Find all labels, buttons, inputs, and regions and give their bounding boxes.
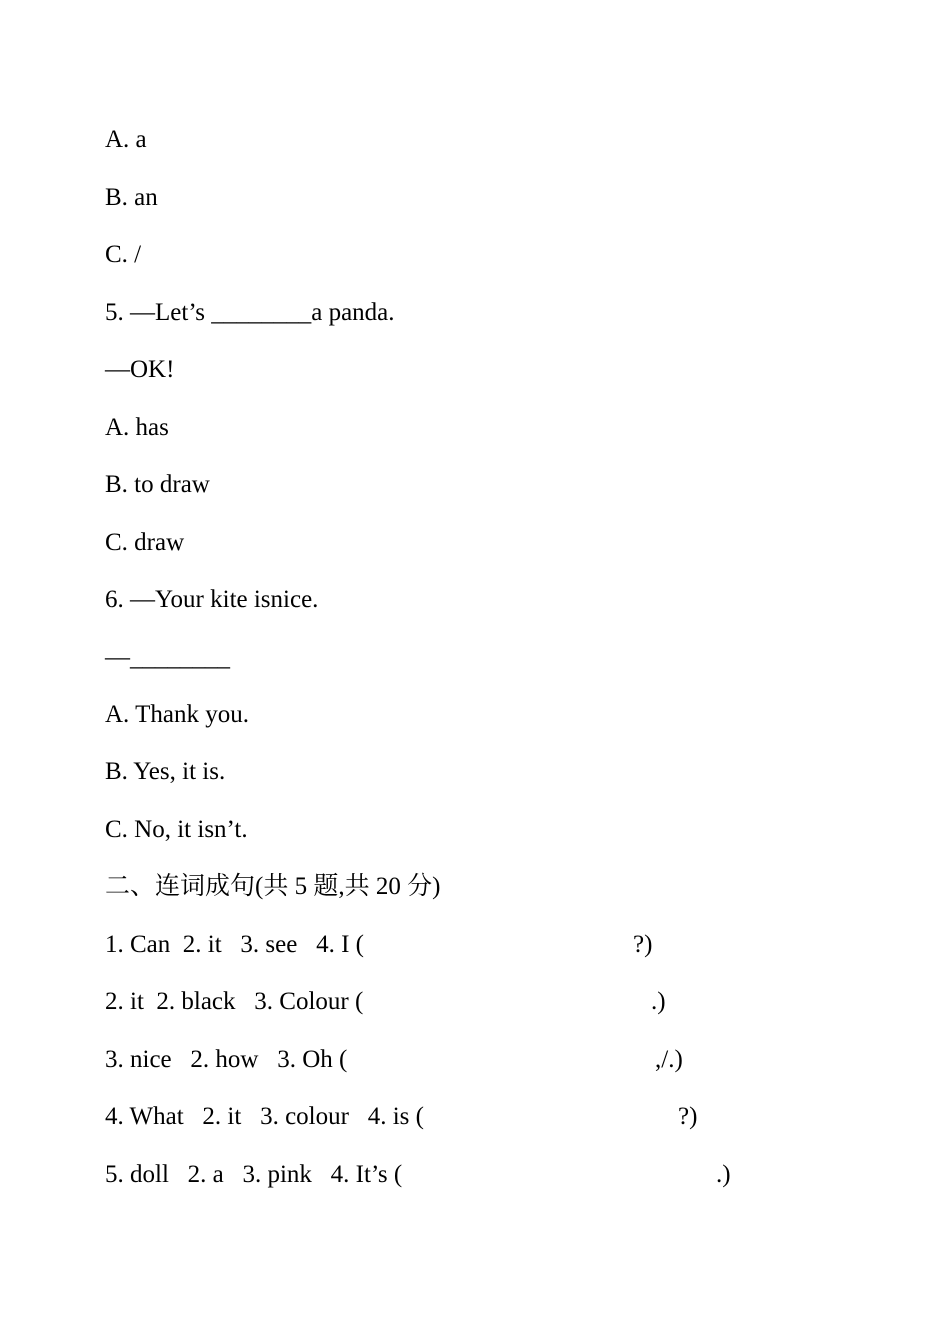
q6-option-a: A. Thank you. bbox=[105, 701, 249, 728]
sentence-item-3-ending: ,/.) bbox=[655, 1046, 683, 1073]
sentence-item-5-words: 5. doll 2. a 3. pink 4. It’s ( bbox=[105, 1161, 403, 1188]
sentence-item-3-words: 3. nice 2. how 3. Oh ( bbox=[105, 1046, 348, 1073]
q6-option-b: B. Yes, it is. bbox=[105, 758, 226, 785]
q4-option-b: B. an bbox=[105, 184, 158, 211]
sentence-item-2-ending: .) bbox=[651, 988, 666, 1015]
q6-question: 6. —Your kite isnice. bbox=[105, 586, 319, 613]
q6-option-c: C. No, it isn’t. bbox=[105, 816, 248, 843]
sentence-item-5-ending: .) bbox=[716, 1161, 731, 1188]
sentence-item-1-ending: ?) bbox=[633, 931, 653, 958]
section2-heading: 二、连词成句(共 5 题,共 20 分) bbox=[105, 873, 441, 900]
q4-option-a: A. a bbox=[105, 126, 147, 153]
sentence-item-4-words: 4. What 2. it 3. colour 4. is ( bbox=[105, 1103, 424, 1130]
q5-option-c: C. draw bbox=[105, 529, 185, 556]
q5-option-a: A. has bbox=[105, 414, 169, 441]
q4-option-c: C. / bbox=[105, 241, 142, 268]
sentence-item-4-ending: ?) bbox=[678, 1103, 698, 1130]
sentence-item-2-words: 2. it 2. black 3. Colour ( bbox=[105, 988, 364, 1015]
q6-answer-line: —________ bbox=[105, 644, 230, 671]
q5-option-b: B. to draw bbox=[105, 471, 210, 498]
sentence-item-1-words: 1. Can 2. it 3. see 4. I ( bbox=[105, 931, 364, 958]
q5-answer-line: —OK! bbox=[105, 356, 175, 383]
q5-question: 5. —Let’s ________a panda. bbox=[105, 299, 395, 326]
